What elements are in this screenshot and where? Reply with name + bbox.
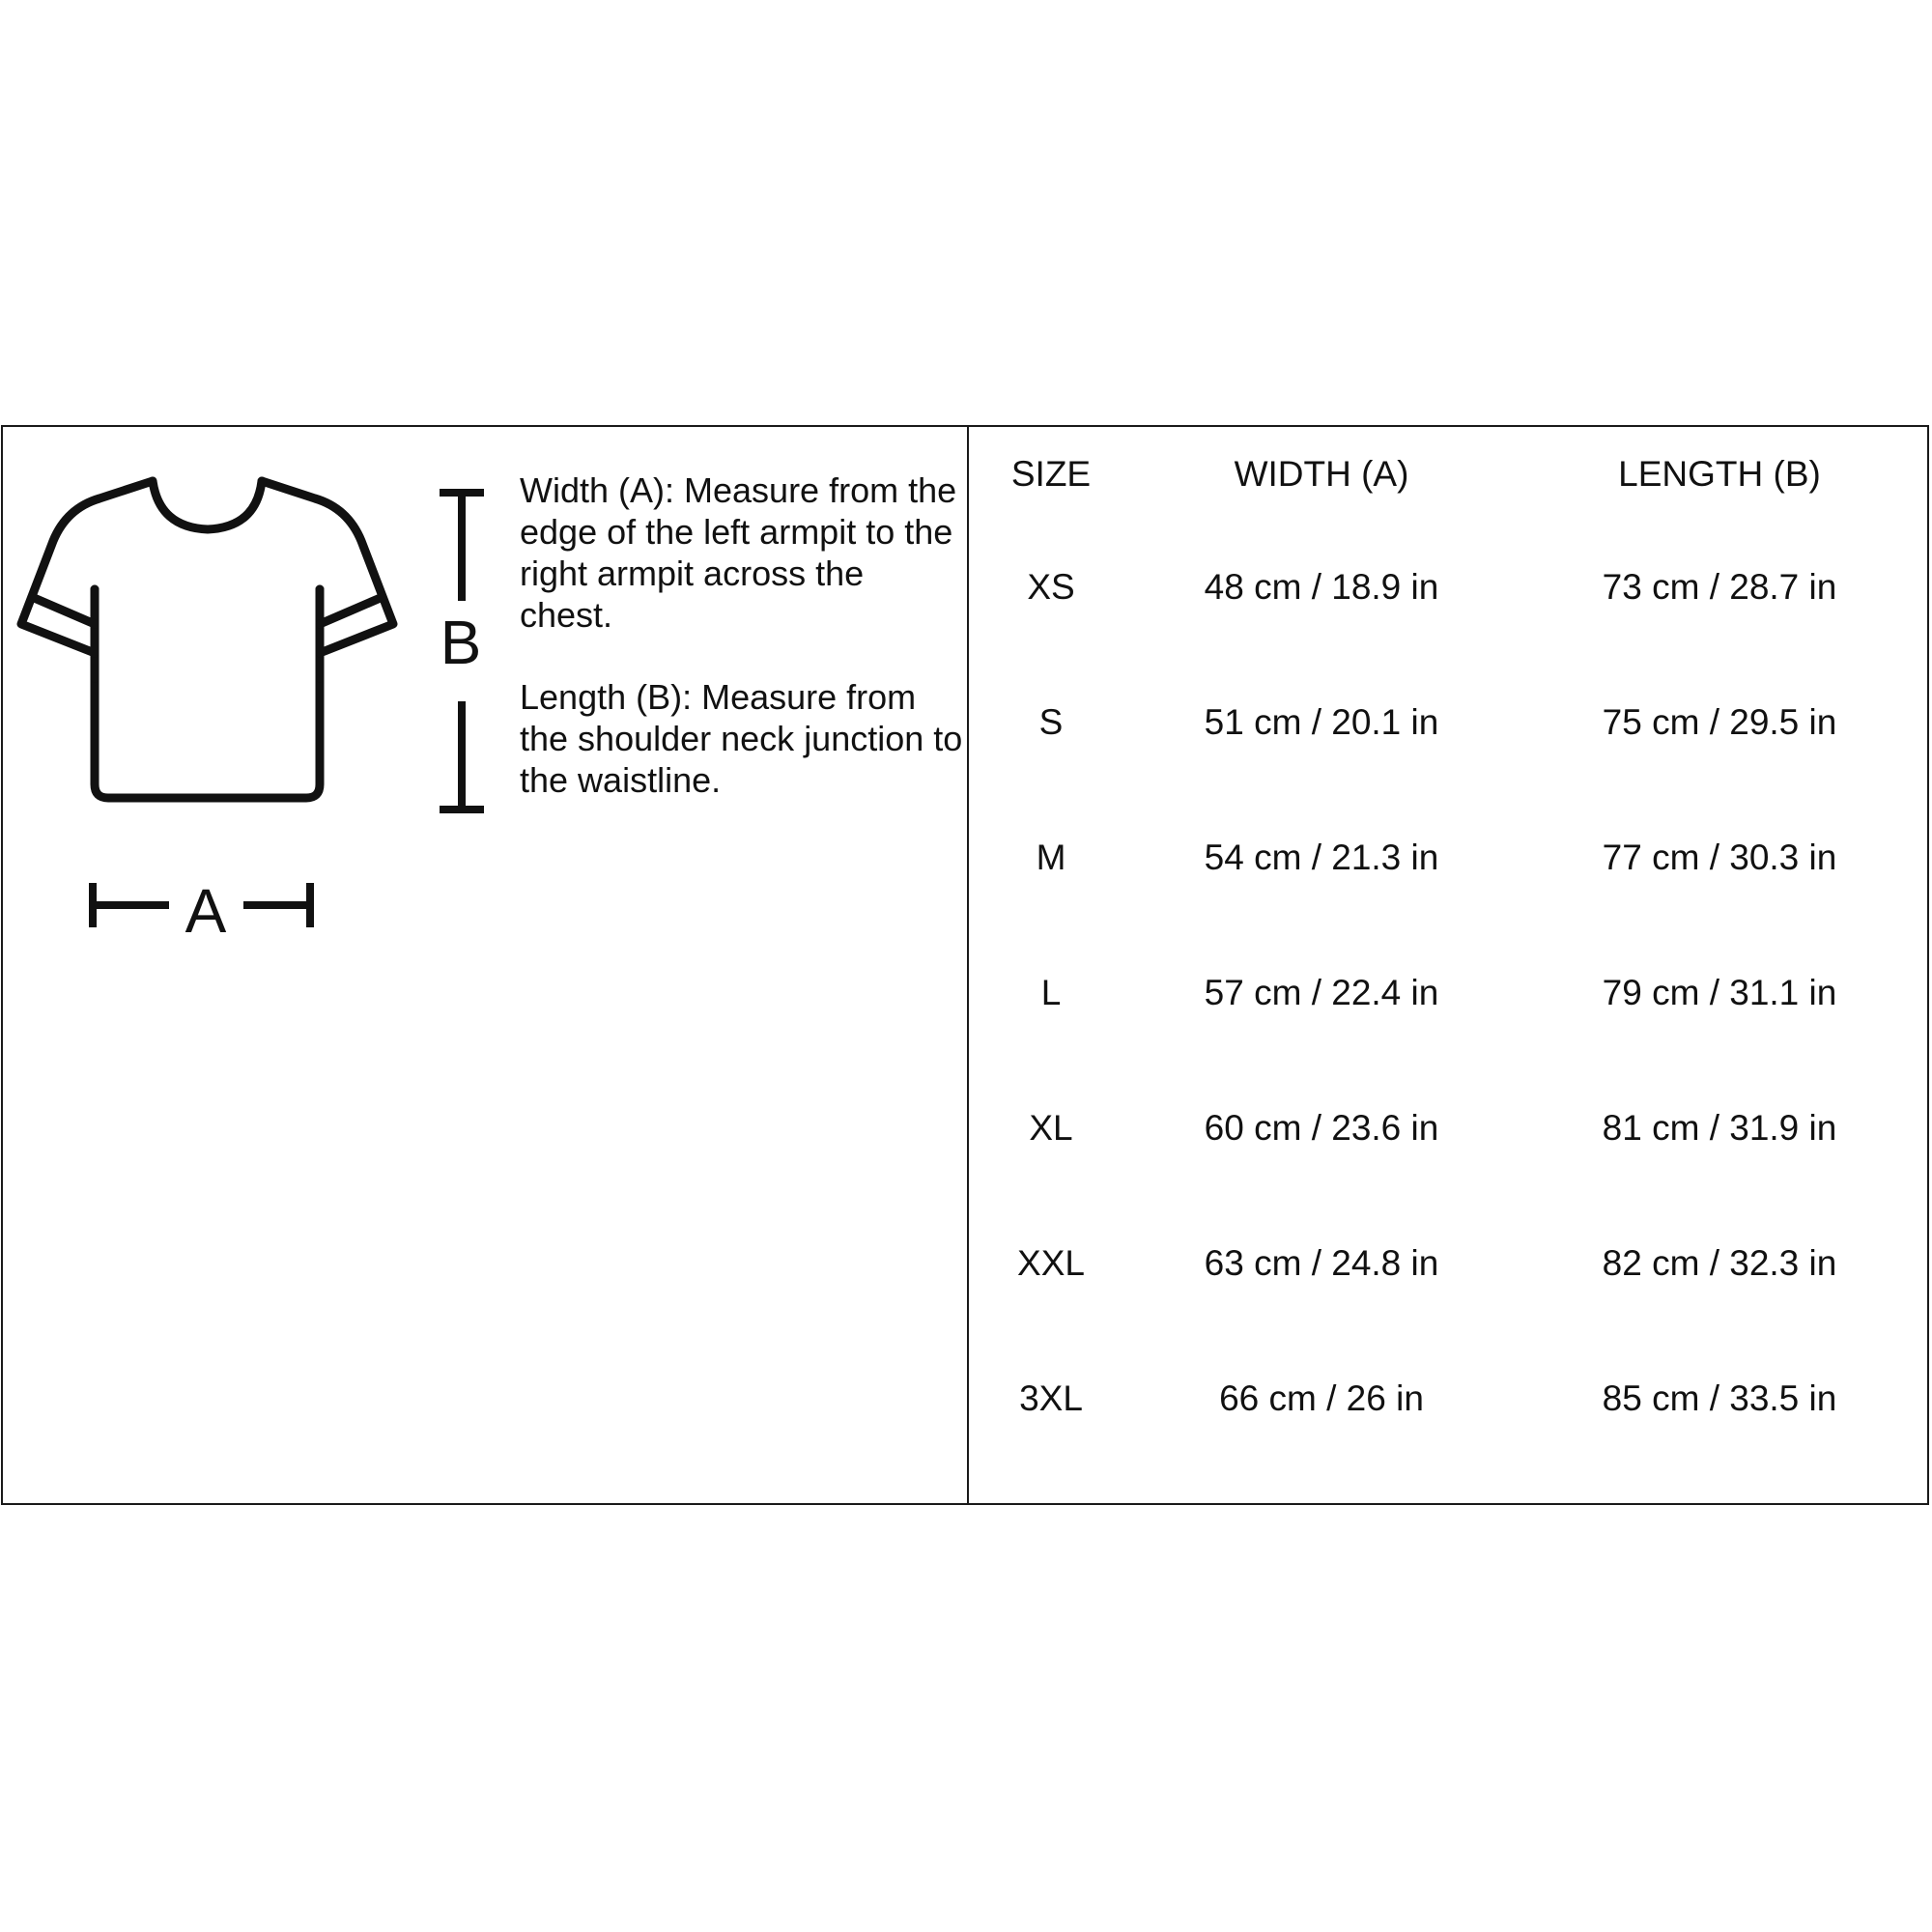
length-cell: 82 cm / 32.3 in: [1602, 1243, 1837, 1283]
size-cell: 3XL: [1019, 1378, 1083, 1418]
width-instruction: Width (A): Measure from the edge of the left armpit to the right armpit across the chest.: [520, 470, 957, 635]
width-cell: 60 cm / 23.6 in: [1204, 1108, 1439, 1148]
table-row: [969, 520, 1929, 655]
width-cell: 51 cm / 20.1 in: [1204, 702, 1439, 742]
measurement-instructions: [520, 469, 964, 801]
tshirt-right-sleeve-icon: [262, 481, 393, 653]
tshirt-icon: [95, 678, 320, 798]
table-row: [969, 1061, 1929, 1196]
width-cell: 66 cm / 26 in: [1219, 1378, 1424, 1418]
tshirt-left-cuff-icon: [32, 597, 95, 624]
size-cell: L: [1040, 973, 1062, 1012]
length-cell: 77 cm / 30.3 in: [1602, 838, 1837, 877]
size-cell: S: [1038, 702, 1064, 742]
table-row: [969, 790, 1929, 925]
header-width: WIDTH (A): [1234, 454, 1409, 494]
size-cell: XL: [1029, 1108, 1073, 1148]
size-cell: XS: [1027, 567, 1075, 607]
width-label: A: [185, 876, 227, 946]
length-instruction: Length (B): Measure from the shoulder neck junction to the waistline.: [520, 677, 963, 800]
width-cell: 57 cm / 22.4 in: [1204, 973, 1439, 1012]
header-size: SIZE: [1010, 454, 1092, 494]
width-cell: 54 cm / 21.3 in: [1204, 838, 1439, 877]
tshirt-collar-icon: [153, 481, 262, 529]
table-row: [969, 1331, 1929, 1466]
width-cell: 63 cm / 24.8 in: [1204, 1243, 1439, 1283]
header-length: LENGTH (B): [1618, 454, 1821, 494]
tshirt-right-cuff-icon: [320, 597, 383, 624]
table-row: [969, 1196, 1929, 1331]
table-row: [969, 925, 1929, 1061]
tshirt-diagram: [3, 427, 515, 949]
measurement-guide: [3, 427, 967, 1503]
length-label: B: [440, 608, 482, 677]
tshirt-left-sleeve-icon: [21, 481, 153, 653]
size-table: [969, 427, 1929, 1503]
table-row: [969, 655, 1929, 790]
size-cell: M: [1036, 838, 1066, 877]
width-cell: 48 cm / 18.9 in: [1204, 567, 1439, 607]
length-cell: 85 cm / 33.5 in: [1602, 1378, 1837, 1418]
length-cell: 79 cm / 31.1 in: [1602, 973, 1837, 1012]
length-cell: 81 cm / 31.9 in: [1602, 1108, 1837, 1148]
size-chart: [1, 425, 1929, 1505]
size-cell: XXL: [1017, 1243, 1085, 1283]
length-cell: 75 cm / 29.5 in: [1602, 702, 1837, 742]
table-header-row: [969, 427, 1929, 520]
length-cell: 73 cm / 28.7 in: [1602, 567, 1837, 607]
